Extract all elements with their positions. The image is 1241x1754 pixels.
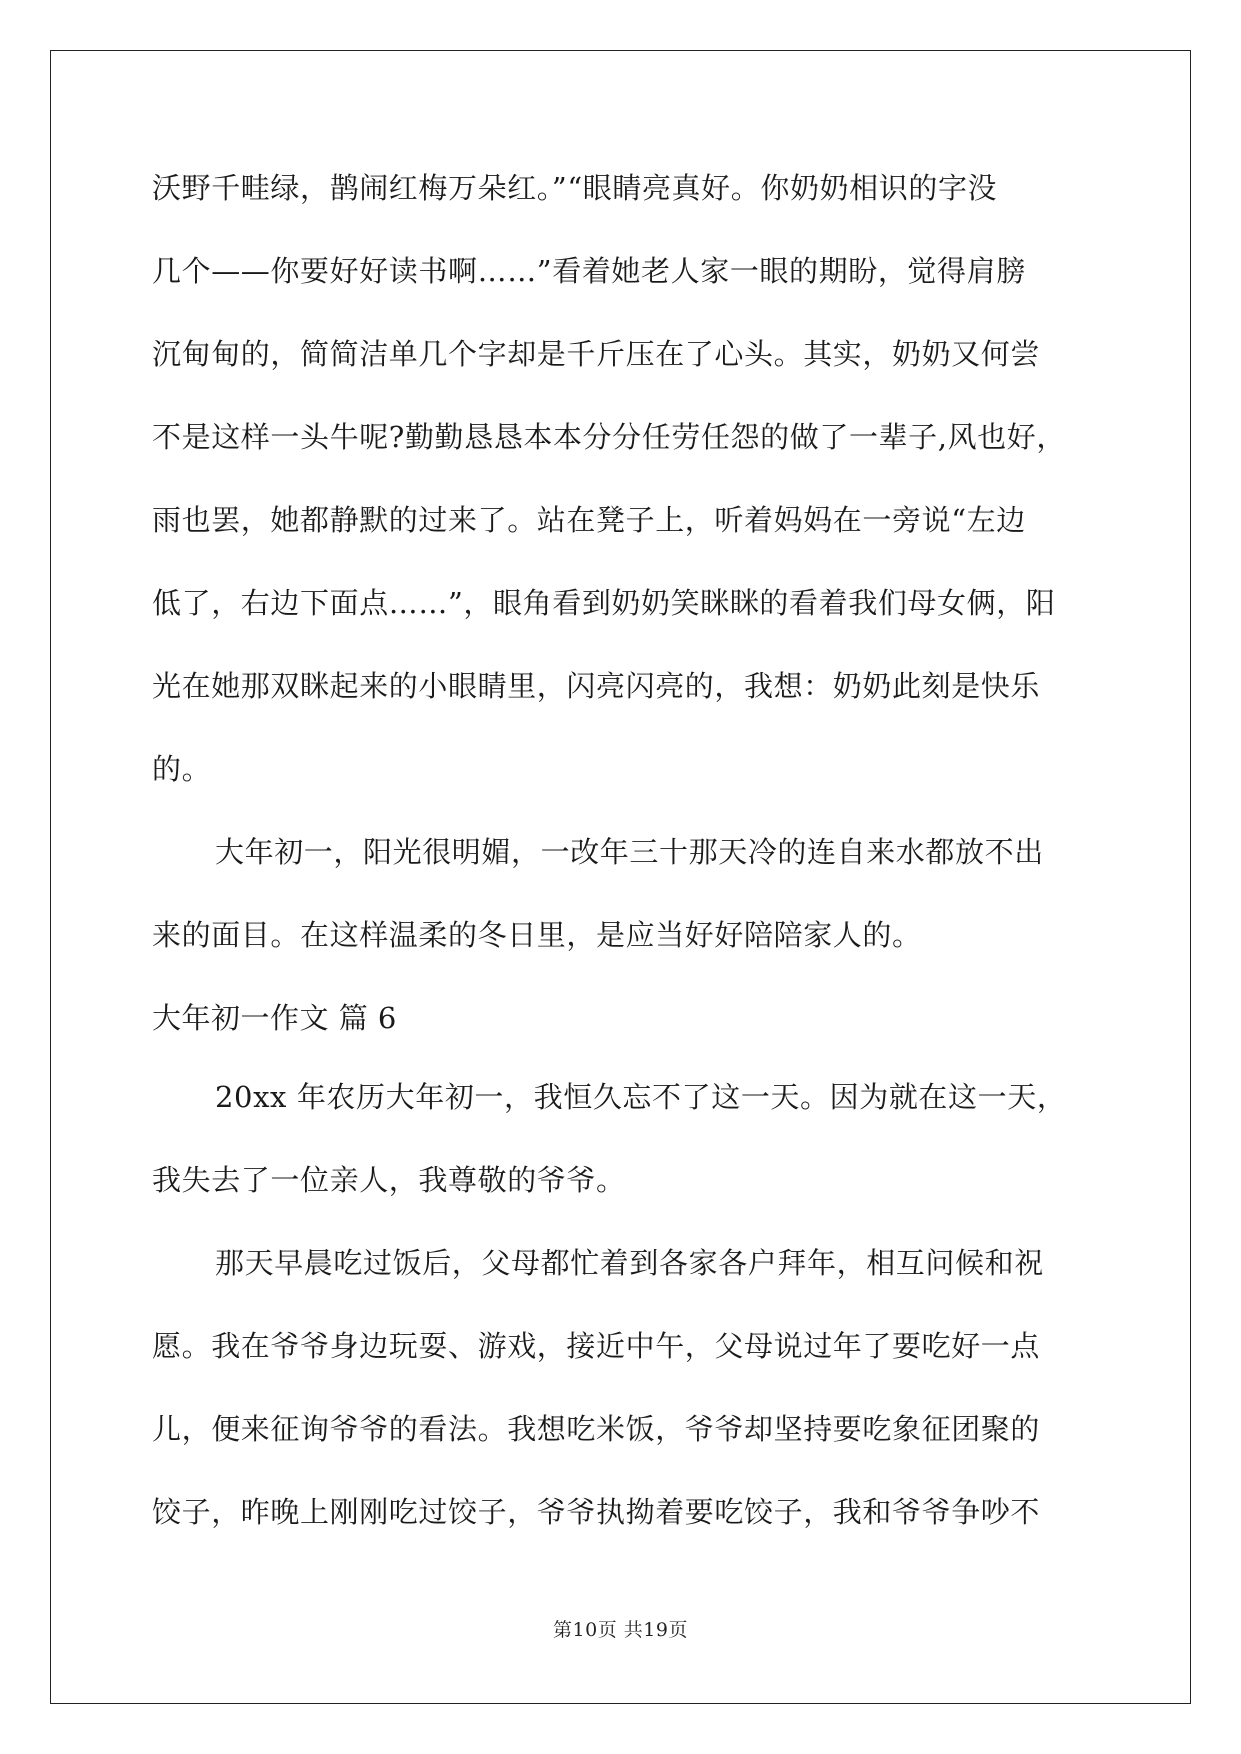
text-line: 沉甸甸的，简简洁单几个字却是千斤压在了心头。其实，奶奶又何尝 [152,337,1041,371]
paragraph [152,158,1092,822]
text-line: 的。 [152,752,212,786]
text-line: 雨也罢，她都静默的过来了。站在凳子上，听着妈妈在一旁说“左边 [152,503,1026,537]
text-line: 光在她那双眯起来的小眼睛里，闪亮闪亮的，我想：奶奶此刻是快乐 [152,669,1041,703]
text-line: 几个——你要好好读书啊……”看着她老人家一眼的期盼，觉得肩膀 [152,254,1026,288]
text-line: 不是这样一头牛呢?勤勤恳恳本本分分任劳任怨的做了一辈子,风也好， [152,420,1066,454]
paragraph [152,1233,1092,1565]
text-line: 愿。我在爷爷身边玩耍、游戏，接近中午，父母说过年了要吃好一点 [152,1329,1041,1363]
text-line: 来的面目。在这样温柔的冬日里，是应当好好陪陪家人的。 [152,918,922,952]
paragraph [152,1067,1092,1233]
text-line: 低了，右边下面点……”，眼角看到奶奶笑眯眯的看着我们母女俩，阳 [152,586,1056,620]
text-line: 大年初一，阳光很明媚，一改年三十那天冷的连自来水都放不出 [215,835,1044,869]
text-line: 那天早晨吃过饭后，父母都忙着到各家各户拜年，相互问候和祝 [215,1246,1044,1280]
paragraph [152,822,1092,988]
section-heading: 大年初一作文 篇 6 [152,1001,397,1035]
text-line: 我失去了一位亲人，我尊敬的爷爷。 [152,1163,626,1197]
document-body [152,158,1092,1565]
page-number: 第10页 共19页 [553,1619,688,1641]
text-line: 沃野千畦绿，鹊闹红梅万朵红。”“眼睛亮真好。你奶奶相识的字没 [152,171,998,205]
text-line: 饺子，昨晚上刚刚吃过饺子，爷爷执拗着要吃饺子，我和爷爷争吵不 [152,1495,1041,1529]
text-line: 20xx 年农历大年初一，我恒久忘不了这一天。因为就在这一天， [215,1080,1067,1114]
text-line: 儿，便来征询爷爷的看法。我想吃米饭，爷爷却坚持要吃象征团聚的 [152,1412,1041,1446]
